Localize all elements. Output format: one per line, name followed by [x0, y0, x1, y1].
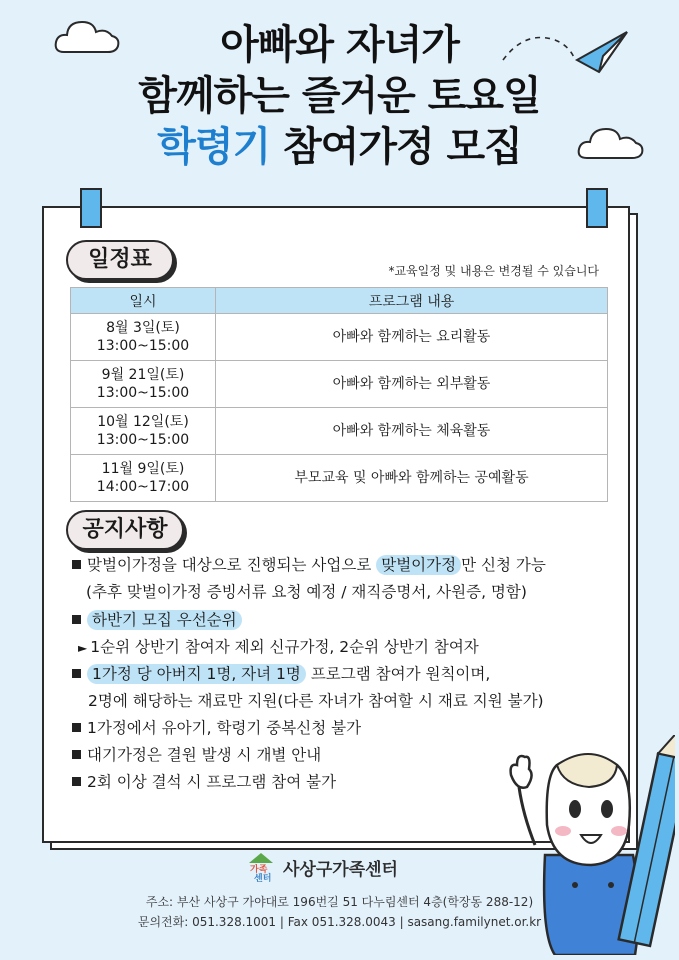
row-program: 아빠와 함께하는 체육활동 [216, 408, 608, 455]
notice-item-3 [72, 664, 490, 684]
table-row [71, 314, 608, 361]
notice-1-text: 맞벌이가정을 대상으로 진행되는 사업으로 [87, 556, 377, 574]
tape-right [586, 188, 608, 228]
notice-item-2-sub [78, 637, 479, 658]
row-date: 8월 3일(토) [106, 320, 180, 336]
notice-item-3-sub: 2명에 해당하는 재료만 지원(다른 자녀가 참여할 시 재료 지원 불가) [88, 692, 544, 710]
notices-heading: 공지사항 [66, 510, 184, 550]
schedule-heading: 일정표 [66, 240, 174, 280]
row-datetime [71, 314, 216, 361]
notice-5-text: 대기가정은 결원 발생 시 개별 안내 [87, 746, 322, 764]
title-line-3-rest: 참여가정 모집 [270, 124, 522, 170]
notice-2-sub-text: 1순위 상반기 참여자 제외 신규가정, 2순위 상반기 참여자 [90, 638, 479, 656]
row-program: 부모교육 및 아빠와 함께하는 공예활동 [216, 455, 608, 502]
notice-item-1 [72, 555, 546, 575]
bullet-square-icon [72, 615, 81, 624]
row-datetime [71, 361, 216, 408]
schedule-table [70, 287, 608, 502]
bullet-square-icon [72, 560, 81, 569]
bullet-square-icon [72, 723, 81, 732]
row-program: 아빠와 함께하는 외부활동 [216, 361, 608, 408]
table-row [71, 455, 608, 502]
bullet-square-icon [72, 669, 81, 678]
row-date: 11월 9일(토) [101, 461, 185, 477]
notice-item-6 [72, 772, 336, 792]
row-date: 9월 21일(토) [101, 367, 185, 383]
row-time: 13:00~15:00 [96, 338, 190, 354]
arrow-right-icon: ► [78, 641, 88, 655]
row-time: 13:00~15:00 [96, 385, 190, 401]
notice-6-text: 2회 이상 결석 시 프로그램 참여 불가 [87, 773, 337, 791]
notice-1-text-end: 만 신청 가능 [461, 556, 546, 574]
notice-1-highlight: 맞벌이가정 [376, 555, 461, 575]
footer-contact: 문의전화: 051.328.1001 | Fax 051.328.0043 | sasang.familynet.or.kr [137, 915, 542, 929]
table-row [71, 361, 608, 408]
footer-address: 주소: 부산 사상구 가야대로 196번길 51 다누림센터 4층(학장동 288-12) [145, 895, 534, 909]
row-datetime [71, 455, 216, 502]
tape-left [80, 188, 102, 228]
notice-2-highlight: 하반기 모집 우선순위 [87, 610, 242, 630]
notice-item-4 [72, 718, 361, 738]
row-datetime [71, 408, 216, 455]
column-header-program: 프로그램 내용 [216, 288, 608, 314]
svg-text:센터: 센터 [254, 874, 272, 882]
title-line-3 [0, 124, 679, 170]
center-name: 사상구가족센터 [283, 860, 398, 880]
table-row [71, 408, 608, 455]
notice-item-1-sub: (추후 맞벌이가정 증빙서류 요청 예정 / 재직증명서, 사원증, 명함) [86, 583, 527, 601]
row-date: 10월 12일(토) [97, 414, 189, 430]
notice-3-highlight: 1가정 당 아버지 1명, 자녀 1명 [87, 664, 306, 684]
notice-3-text: 프로그램 참여가 원칙이며, [305, 665, 491, 683]
bullet-square-icon [72, 777, 81, 786]
schedule-note: *교육일정 및 내용은 변경될 수 있습니다 [388, 264, 599, 278]
notice-item-5 [72, 745, 321, 765]
row-program: 아빠와 함께하는 요리활동 [216, 314, 608, 361]
row-time: 14:00~17:00 [96, 479, 190, 495]
title-line-1: 아빠와 자녀가 [220, 22, 459, 68]
notice-item-2 [72, 610, 242, 630]
title-line-2: 함께하는 즐거운 토요일 [138, 73, 541, 119]
svg-text:가족: 가족 [250, 865, 268, 875]
bullet-square-icon [72, 750, 81, 759]
notice-4-text: 1가정에서 유아기, 학령기 중복신청 불가 [87, 719, 362, 737]
table-header-row [71, 288, 608, 314]
title-accent: 학령기 [157, 124, 271, 170]
column-header-date: 일시 [71, 288, 216, 314]
row-time: 13:00~15:00 [96, 432, 190, 448]
